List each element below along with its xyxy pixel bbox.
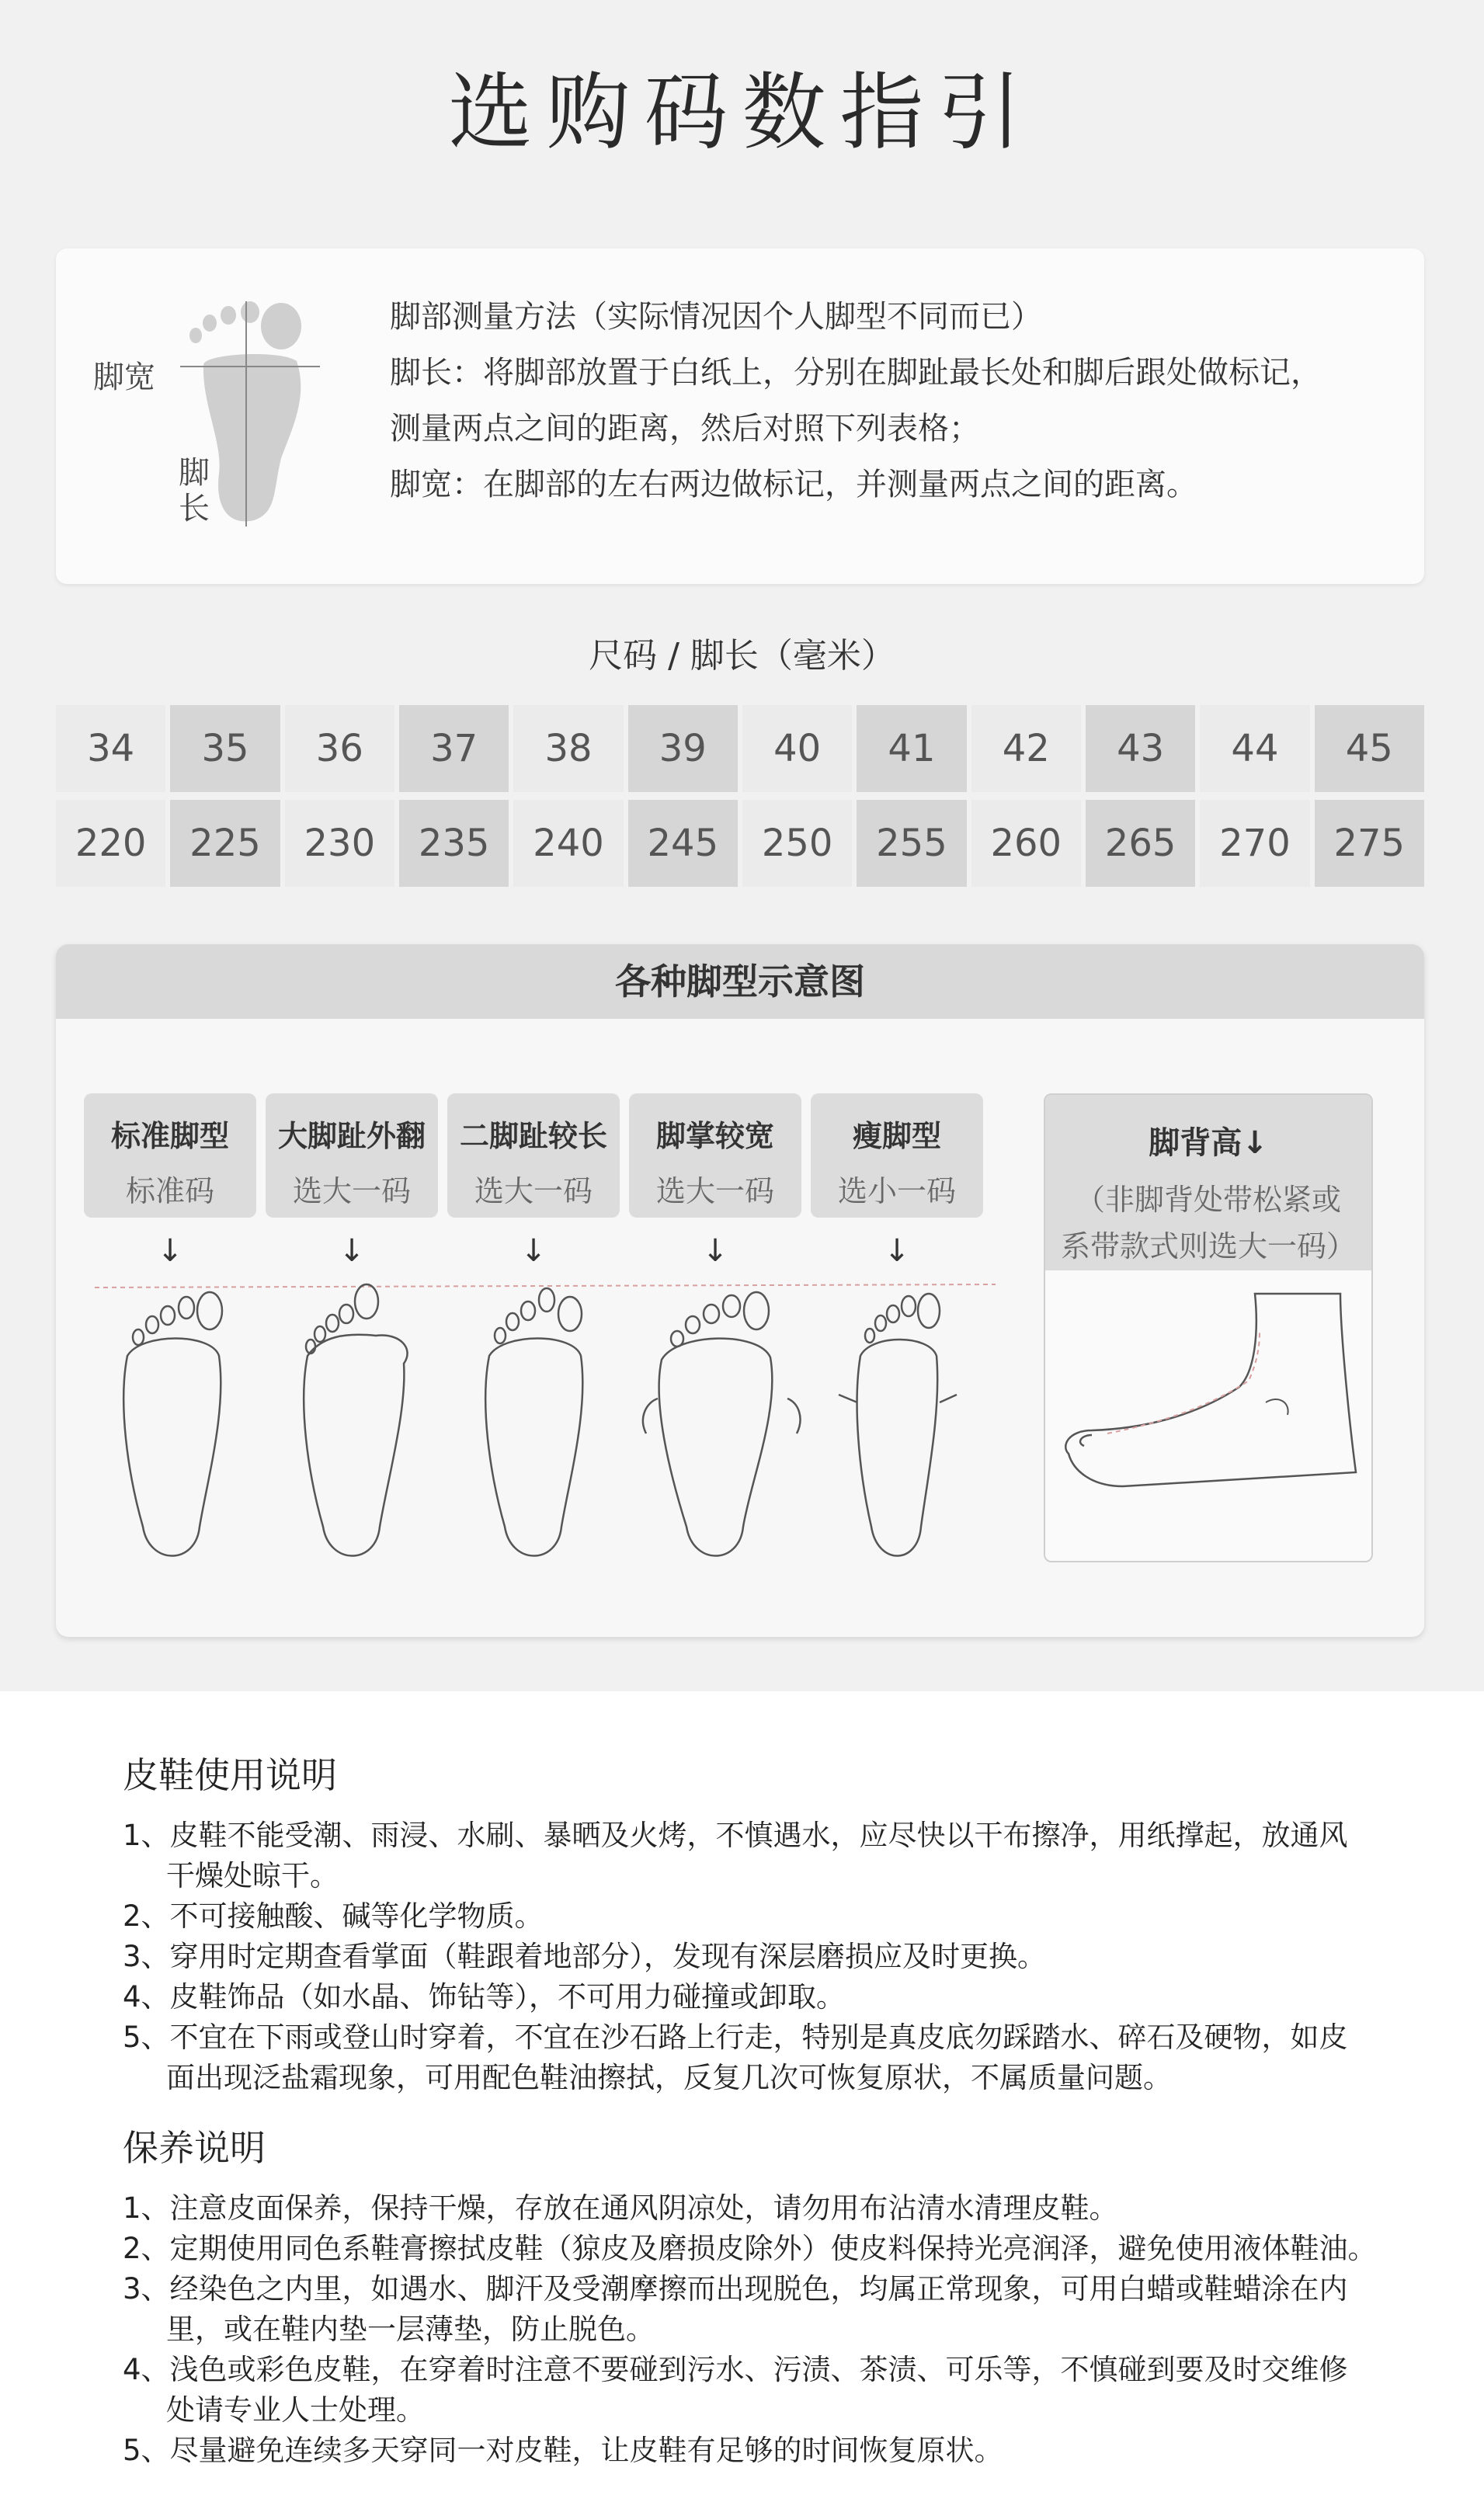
length-row	[56, 800, 1424, 887]
size-cell: 43	[1086, 705, 1195, 792]
foot-type-name: 标准脚型	[110, 1119, 229, 1153]
length-cell: 220	[56, 800, 165, 887]
care-item	[123, 2229, 1377, 2269]
size-cell: 42	[971, 705, 1081, 792]
instep-tip-line: 系带款式则选大一码）	[1060, 1229, 1356, 1263]
usage-item	[123, 1896, 1348, 1937]
page-title: 选购码数指引	[448, 64, 1036, 162]
measure-instructions	[390, 289, 1322, 513]
foot-type-tip: 选大一码	[474, 1174, 593, 1208]
care-item-cont: 处请专业人士处理。	[166, 2393, 425, 2427]
usage-item-text: 1、皮鞋不能受潮、雨浸、水刷、暴晒及火烤，不慎遇水，应尽快以干布擦净，用纸撑起，放通风	[123, 1819, 1348, 1852]
size-cell: 44	[1200, 705, 1309, 792]
foot-type-name: 脚掌较宽	[655, 1119, 774, 1153]
care-item-text: 2、定期使用同色系鞋膏擦拭皮鞋（猄皮及磨损皮除外）使皮料保持光亮润泽，避免使用液体鞋油。	[123, 2232, 1377, 2265]
length-cell: 265	[1086, 800, 1195, 887]
instep-header	[1045, 1095, 1371, 1270]
care-item-text: 1、注意皮面保养，保持干燥，存放在通风阴凉处，请勿用布沾清水清理皮鞋。	[123, 2191, 1118, 2225]
length-cell: 270	[1200, 800, 1309, 887]
measure-card	[56, 248, 1424, 584]
size-cell: 38	[513, 705, 623, 792]
size-cell: 36	[285, 705, 394, 792]
size-chart-caption: 尺码 / 脚长（毫米）	[589, 636, 895, 676]
foot-width-label: 脚宽	[93, 360, 155, 395]
care-item-cont: 里，或在鞋内垫一层薄垫，防止脱色。	[166, 2313, 655, 2346]
foot-type-tip: 选小一码	[837, 1174, 956, 1208]
instep-card	[1044, 1093, 1373, 1562]
high-instep-foot-icon	[1045, 1270, 1371, 1558]
care-item	[123, 2431, 1377, 2471]
foot-types-title: 各种脚型示意图	[56, 944, 1424, 1019]
footprint-icon	[87, 280, 382, 551]
size-cell: 40	[742, 705, 852, 792]
size-cell: 39	[628, 705, 738, 792]
down-arrow-icon: ↓	[702, 1233, 728, 1269]
down-arrow-icon: ↓	[884, 1233, 910, 1269]
size-cell: 41	[857, 705, 966, 792]
foot-type-wide	[629, 1093, 801, 1218]
length-cell: 240	[513, 800, 623, 887]
care-title: 保养说明	[123, 2127, 266, 2169]
foot-outline-bunion	[304, 1284, 407, 1556]
care-section	[123, 2120, 1377, 2471]
usage-item-text: 2、不可接触酸、碱等化学物质。	[123, 1899, 544, 1933]
length-cell: 235	[399, 800, 509, 887]
foot-type-tip: 选大一码	[292, 1174, 411, 1208]
usage-title: 皮鞋使用说明	[123, 1754, 337, 1796]
instep-tip-line: （非脚背处带松紧或	[1075, 1183, 1341, 1217]
instep-tip	[1045, 1176, 1371, 1270]
instep-title: 脚背高↓	[1149, 1125, 1268, 1161]
usage-item-text: 5、不宜在下雨或登山时穿着，不宜在沙石路上行走，特别是真皮底勿踩踏水、碎石及硬物，如皮	[123, 2021, 1348, 2054]
usage-item	[123, 1977, 1348, 2017]
usage-item-cont: 面出现泛盐霜现象，可用配色鞋油擦拭，反复几次可恢复原状，不属质量问题。	[166, 2061, 1172, 2094]
care-item-text: 3、经染色之内里，如遇水、脚汗及受潮摩擦而出现脱色，均属正常现象，可用白蜡或鞋蜡涂在内	[123, 2272, 1348, 2306]
foot-type-tip: 标准码	[125, 1174, 214, 1208]
down-arrow-icon: ↓	[339, 1233, 365, 1269]
care-item	[123, 2269, 1377, 2350]
length-cell: 230	[285, 800, 394, 887]
foot-type-name: 大脚趾外翻	[277, 1119, 426, 1153]
down-arrow-icon: ↓	[157, 1233, 183, 1269]
usage-item	[123, 1937, 1348, 1977]
measure-line: 脚宽：在脚部的左右两边做标记，并测量两点之间的距离。	[390, 467, 1197, 502]
care-item-text: 5、尽量避免连续多天穿同一对皮鞋，让皮鞋有足够的时间恢复原状。	[123, 2434, 1003, 2467]
size-cell: 37	[399, 705, 509, 792]
foot-outline-long-second-toe	[485, 1288, 582, 1556]
foot-type-name: 二脚趾较长	[459, 1119, 607, 1153]
foot-measure-diagram	[87, 280, 382, 551]
size-cell: 34	[56, 705, 165, 792]
length-cell: 275	[1315, 800, 1424, 887]
foot-outline-wide	[643, 1292, 800, 1556]
foot-type-bunion	[266, 1093, 438, 1218]
usage-item-text: 3、穿用时定期查看掌面（鞋跟着地部分），发现有深层磨损应及时更换。	[123, 1940, 1047, 1973]
foot-outline-slim	[839, 1294, 957, 1556]
foot-length-label: 脚长	[179, 455, 210, 526]
foot-outline-standard	[123, 1292, 222, 1556]
measure-line: 测量两点之间的距离，然后对照下列表格；	[390, 411, 980, 447]
foot-type-tip: 选大一码	[655, 1174, 774, 1208]
usage-item-cont: 干燥处晾干。	[166, 1859, 339, 1892]
size-chart-table	[56, 705, 1424, 895]
foot-type-name: 瘦脚型	[852, 1119, 941, 1153]
foot-type-long-second-toe	[447, 1093, 620, 1218]
size-row	[56, 705, 1424, 792]
measure-line: 脚长：将脚部放置于白纸上，分别在脚趾最长处和脚后跟处做标记，	[390, 355, 1322, 391]
length-cell: 260	[971, 800, 1081, 887]
down-arrow-icon: ↓	[520, 1233, 547, 1269]
length-cell: 245	[628, 800, 738, 887]
foot-types-card	[56, 944, 1424, 1637]
usage-section	[123, 1747, 1348, 2098]
foot-type-standard	[84, 1093, 256, 1218]
care-item	[123, 2188, 1377, 2229]
foot-shapes-illustration	[71, 1270, 1019, 1597]
size-cell: 35	[170, 705, 280, 792]
length-cell: 250	[742, 800, 852, 887]
size-cell: 45	[1315, 705, 1424, 792]
care-item	[123, 2350, 1377, 2431]
usage-item-text: 4、皮鞋饰品（如水晶、饰钻等），不可用力碰撞或卸取。	[123, 1980, 846, 2014]
foot-type-slim	[811, 1093, 983, 1218]
measure-heading: 脚部测量方法（实际情况因个人脚型不同而已）	[390, 299, 1042, 335]
length-cell: 225	[170, 800, 280, 887]
length-cell: 255	[857, 800, 966, 887]
usage-item	[123, 1816, 1348, 1896]
care-item-text: 4、浅色或彩色皮鞋，在穿着时注意不要碰到污水、污渍、茶渍、可乐等，不慎碰到要及时交维修	[123, 2353, 1348, 2386]
usage-item	[123, 2017, 1348, 2098]
